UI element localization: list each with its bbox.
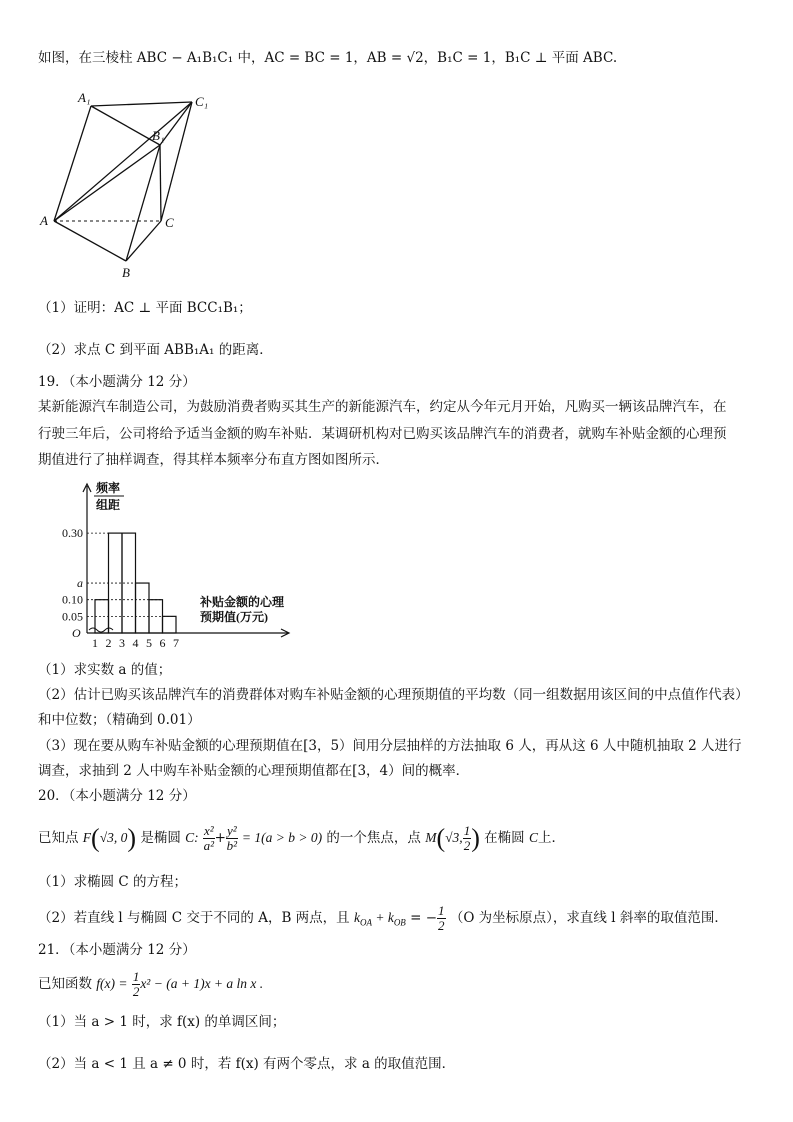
x-tick-label: 5 xyxy=(146,636,152,648)
label-C1: C₁ xyxy=(195,94,209,109)
q20-part2-b: （O 为坐标原点），求直线 l 斜率的取值范围． xyxy=(449,910,728,926)
q21-stmt-a: 已知函数 xyxy=(38,976,92,992)
y-tick-label: 0.30 xyxy=(62,526,83,541)
q20-stmt-e: 上． xyxy=(537,830,565,846)
label-A1: A₁ xyxy=(78,90,91,105)
q20-half: $\frac{1}{2}$ xyxy=(438,903,445,933)
q20-stmt-b: 是椭圆 xyxy=(140,830,181,846)
histogram-bar xyxy=(163,616,177,633)
x-tick-label: 2 xyxy=(105,636,112,648)
label-A: A xyxy=(40,213,48,228)
q20-M-label: M xyxy=(425,830,437,845)
q20-frac-y: $\frac{\text{y²}}{\text{b²}}$ xyxy=(226,823,237,853)
q20-stmt-a: 已知点 xyxy=(38,830,79,846)
x-axis-label-line2: 预期值(万元) xyxy=(200,610,268,624)
x-tick-label: 3 xyxy=(119,636,125,648)
q20-frac-x: $\frac{\text{x²}}{\text{a²}}$ xyxy=(203,823,214,853)
q20-paren-close: ) xyxy=(127,823,137,853)
q19-text2: 行驶三年后，公司将给予适当金额的购车补贴．某调研机构对已购买该品牌汽车的消费者，就购车补贴金额的心理预 xyxy=(38,426,727,442)
q20-M-x: √3, xyxy=(445,830,463,845)
q21-part1: （1）当 a > 1 时，求 f(x) 的单调区间； xyxy=(38,1014,286,1030)
label-B1: B₁ xyxy=(152,128,165,143)
y-axis-label-bottom: 组距 xyxy=(96,498,121,512)
q20-ellipse-rhs: = 1 xyxy=(241,830,262,845)
q19-text1: 某新能源汽车制造公司，为鼓励消费者购买其生产的新能源汽车，约定从今年元月开始，凡购买一辆该品牌汽车，在 xyxy=(38,399,727,415)
q19-part2b: 和中位数；（精确到 0.01） xyxy=(38,712,201,728)
y-tick-label: a xyxy=(77,576,83,591)
q19-text3: 期值进行了抽样调查，得其样本频率分布直方图如图所示． xyxy=(38,452,389,468)
q21-header: 21．（本小题满分 12 分） xyxy=(38,942,196,958)
q21-statement xyxy=(38,966,263,1002)
q20-part1: （1）求椭圆 C 的方程； xyxy=(38,874,188,890)
q19-part2a: （2）估计已购买该品牌汽车的消费群体对购车补贴金额的心理预期值的平均数（同一组数据用该区间的中点值作代表） xyxy=(38,687,749,703)
x-axis-label-line1: 补贴金额的心理 xyxy=(200,595,285,609)
prism-figure xyxy=(34,88,224,283)
q19-part3b: 调查，求抽到 2 人中购车补贴金额的心理预期值都在[3，4）间的概率． xyxy=(38,763,470,779)
q19-part3a: （3）现在要从购车补贴金额的心理预期值在[3，5）间用分层抽样的方法抽取 6 人，再从这 6 人中随机抽取 2 人进行 xyxy=(38,738,742,754)
q18-part1: （1）证明：AC ⊥ 平面 BCC₁B₁； xyxy=(38,300,252,316)
q20-M-frac: $\frac{1}{2}$ xyxy=(463,823,471,853)
q19-part1: （1）求实数 a 的值； xyxy=(38,662,172,678)
q20-statement: 已知点 F(√3, 0) 是椭圆 C: $\frac{\text{x²}}{\text{a²}}$ + $\frac{\text{y²}}{\text{b²}}$ = 1(a > b > 0) 的一个焦点，点 M(√3, $\frac{1}{2}$ ) 在椭圆 C上． xyxy=(38,823,565,853)
q20-header: 20．（本小题满分 12 分） xyxy=(38,788,196,804)
q20-oa: OA xyxy=(359,917,372,928)
x-tick-label: 4 xyxy=(132,636,139,648)
q20-part2-a: （2）若直线 l 与椭圆 C 交于不同的 A，B 两点，且 xyxy=(38,910,350,926)
x-tick-label: 1 xyxy=(92,636,98,648)
q20-eq: = − xyxy=(405,910,438,926)
q20-F-coords: √3, 0 xyxy=(99,830,128,845)
q19-header: 19．（本小题满分 12 分） xyxy=(38,374,196,390)
q20-cond: (a > b > 0) xyxy=(261,830,323,845)
label-C: C xyxy=(165,215,174,230)
histogram-bar xyxy=(95,600,109,633)
q20-stmt-d: 在椭圆 xyxy=(484,830,525,846)
q20-plus: + k xyxy=(371,910,394,925)
origin-label: O xyxy=(72,626,81,640)
histogram-bar xyxy=(136,583,150,633)
q21-half: $\frac{1}{2}$ xyxy=(132,969,140,999)
q20-m-paren-close: ) xyxy=(471,823,480,853)
y-axis-label-top: 频率 xyxy=(96,481,121,495)
q18-part2: （2）求点 C 到平面 ABB₁A₁ 的距离． xyxy=(38,342,273,358)
y-tick-label: 0.10 xyxy=(62,592,83,607)
q20-part2 xyxy=(38,900,728,941)
q20-k: k xyxy=(353,910,360,925)
y-tick-label: 0.05 xyxy=(62,609,83,624)
x-tick-label: 6 xyxy=(159,636,166,648)
q18-intro: 如图，在三棱柱 ABC − A₁B₁C₁ 中，AC = BC = 1，AB = √2，B₁C = 1，B₁C ⊥ 平面 ABC. xyxy=(38,50,618,66)
x-tick-label: 7 xyxy=(173,636,179,648)
q20-m-paren-open: ( xyxy=(436,823,446,853)
q21-part2: （2）当 a < 1 且 a ≠ 0 时，若 f(x) 有两个零点，求 a 的取值范围． xyxy=(38,1056,456,1072)
q20-C-label: C: xyxy=(185,830,199,845)
q20-paren-open: ( xyxy=(91,823,100,853)
q21-fx: f(x) = xyxy=(96,976,128,991)
q20-ob: OB xyxy=(393,917,406,928)
q20-stmt-c: 的一个焦点，点 xyxy=(326,830,421,846)
label-B: B xyxy=(122,265,130,280)
q20-C-name: C xyxy=(528,830,538,845)
q21-rest: x² − (a + 1)x + a ln x . xyxy=(140,976,264,991)
histogram-chart xyxy=(50,478,310,648)
q20-F-label: F xyxy=(82,830,92,845)
